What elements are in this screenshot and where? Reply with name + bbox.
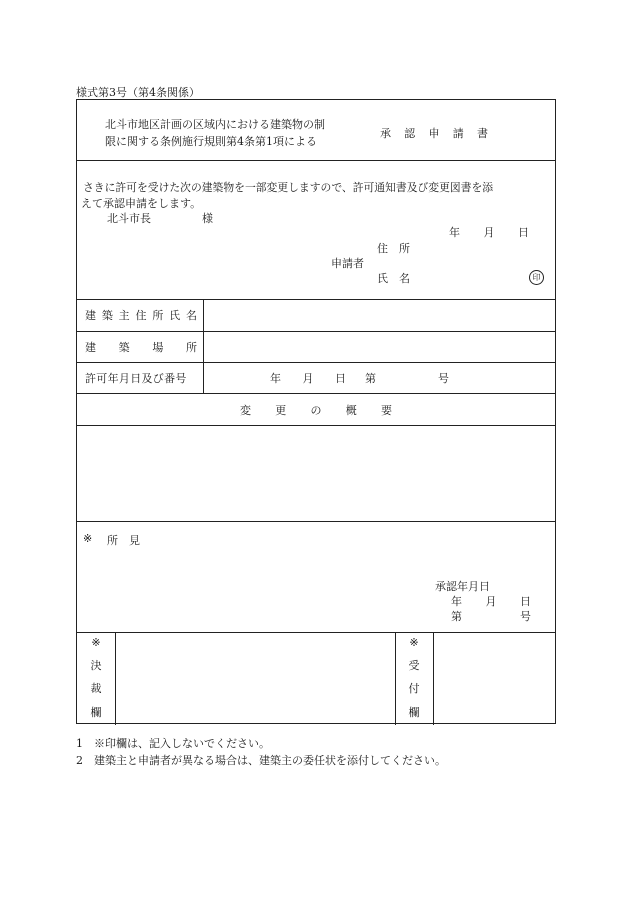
form-title-line2: 限に関する条例施行規則第4条第1項による bbox=[105, 135, 317, 148]
note-2: 2 建築主と申請者が異なる場合は、建築主の委任状を添付してください。 bbox=[76, 754, 446, 767]
decision-box-label: ※ 決 裁 欄 bbox=[90, 636, 102, 719]
site-label: 建 築 場 所 bbox=[85, 341, 197, 354]
divider bbox=[77, 521, 555, 522]
site-field[interactable] bbox=[205, 332, 555, 361]
divider bbox=[77, 160, 555, 161]
name-label: 氏 名 bbox=[377, 272, 410, 285]
permit-label: 許可年月日及び番号 bbox=[85, 372, 187, 385]
approval-date: 年 月 日 bbox=[451, 595, 531, 608]
application-date: 年 月 日 bbox=[449, 226, 529, 239]
summary-header: 変 更 の 概 要 bbox=[240, 404, 392, 417]
seal-icon: 印 bbox=[529, 270, 544, 285]
approval-number: 第 号 bbox=[451, 610, 531, 623]
summary-field[interactable] bbox=[77, 426, 555, 520]
opinion-label: 所 見 bbox=[107, 534, 140, 547]
address-label: 住 所 bbox=[377, 242, 410, 255]
opinion-mark: ※ bbox=[83, 532, 93, 545]
form-title-line1: 北斗市地区計画の区域内における建築物の制 bbox=[105, 118, 325, 131]
permit-number-prefix: 第 bbox=[365, 372, 376, 385]
addressee: 北斗市長 bbox=[107, 212, 151, 225]
intro-line2: えて承認申請をします。 bbox=[81, 197, 202, 210]
form-number: 様式第3号（第4条関係） bbox=[76, 86, 200, 99]
intro-line1: さきに許可を受けた次の建築物を一部変更しますので、許可通知書及び変更図書を添 bbox=[83, 181, 494, 194]
owner-field[interactable] bbox=[205, 300, 555, 330]
applicant-label: 申請者 bbox=[331, 257, 364, 270]
permit-date: 年 月 日 bbox=[270, 372, 346, 385]
document-type: 承 認 申 請 書 bbox=[380, 127, 488, 140]
permit-number-suffix: 号 bbox=[438, 372, 449, 385]
note-1: 1 ※印欄は、記入しないでください。 bbox=[76, 737, 270, 750]
addressee-honorific: 様 bbox=[202, 212, 213, 225]
owner-label: 建 築 主 住 所 氏 名 bbox=[85, 309, 197, 322]
application-form bbox=[76, 99, 556, 724]
receipt-box-label: ※ 受 付 欄 bbox=[408, 636, 420, 719]
decision-field[interactable] bbox=[117, 633, 394, 723]
divider bbox=[77, 362, 555, 363]
receipt-label-divider bbox=[433, 632, 434, 725]
approval-date-label: 承認年月日 bbox=[435, 580, 490, 593]
decision-label-divider bbox=[115, 632, 116, 725]
label-column-divider bbox=[203, 299, 204, 393]
receipt-field[interactable] bbox=[435, 633, 554, 723]
divider bbox=[77, 393, 555, 394]
